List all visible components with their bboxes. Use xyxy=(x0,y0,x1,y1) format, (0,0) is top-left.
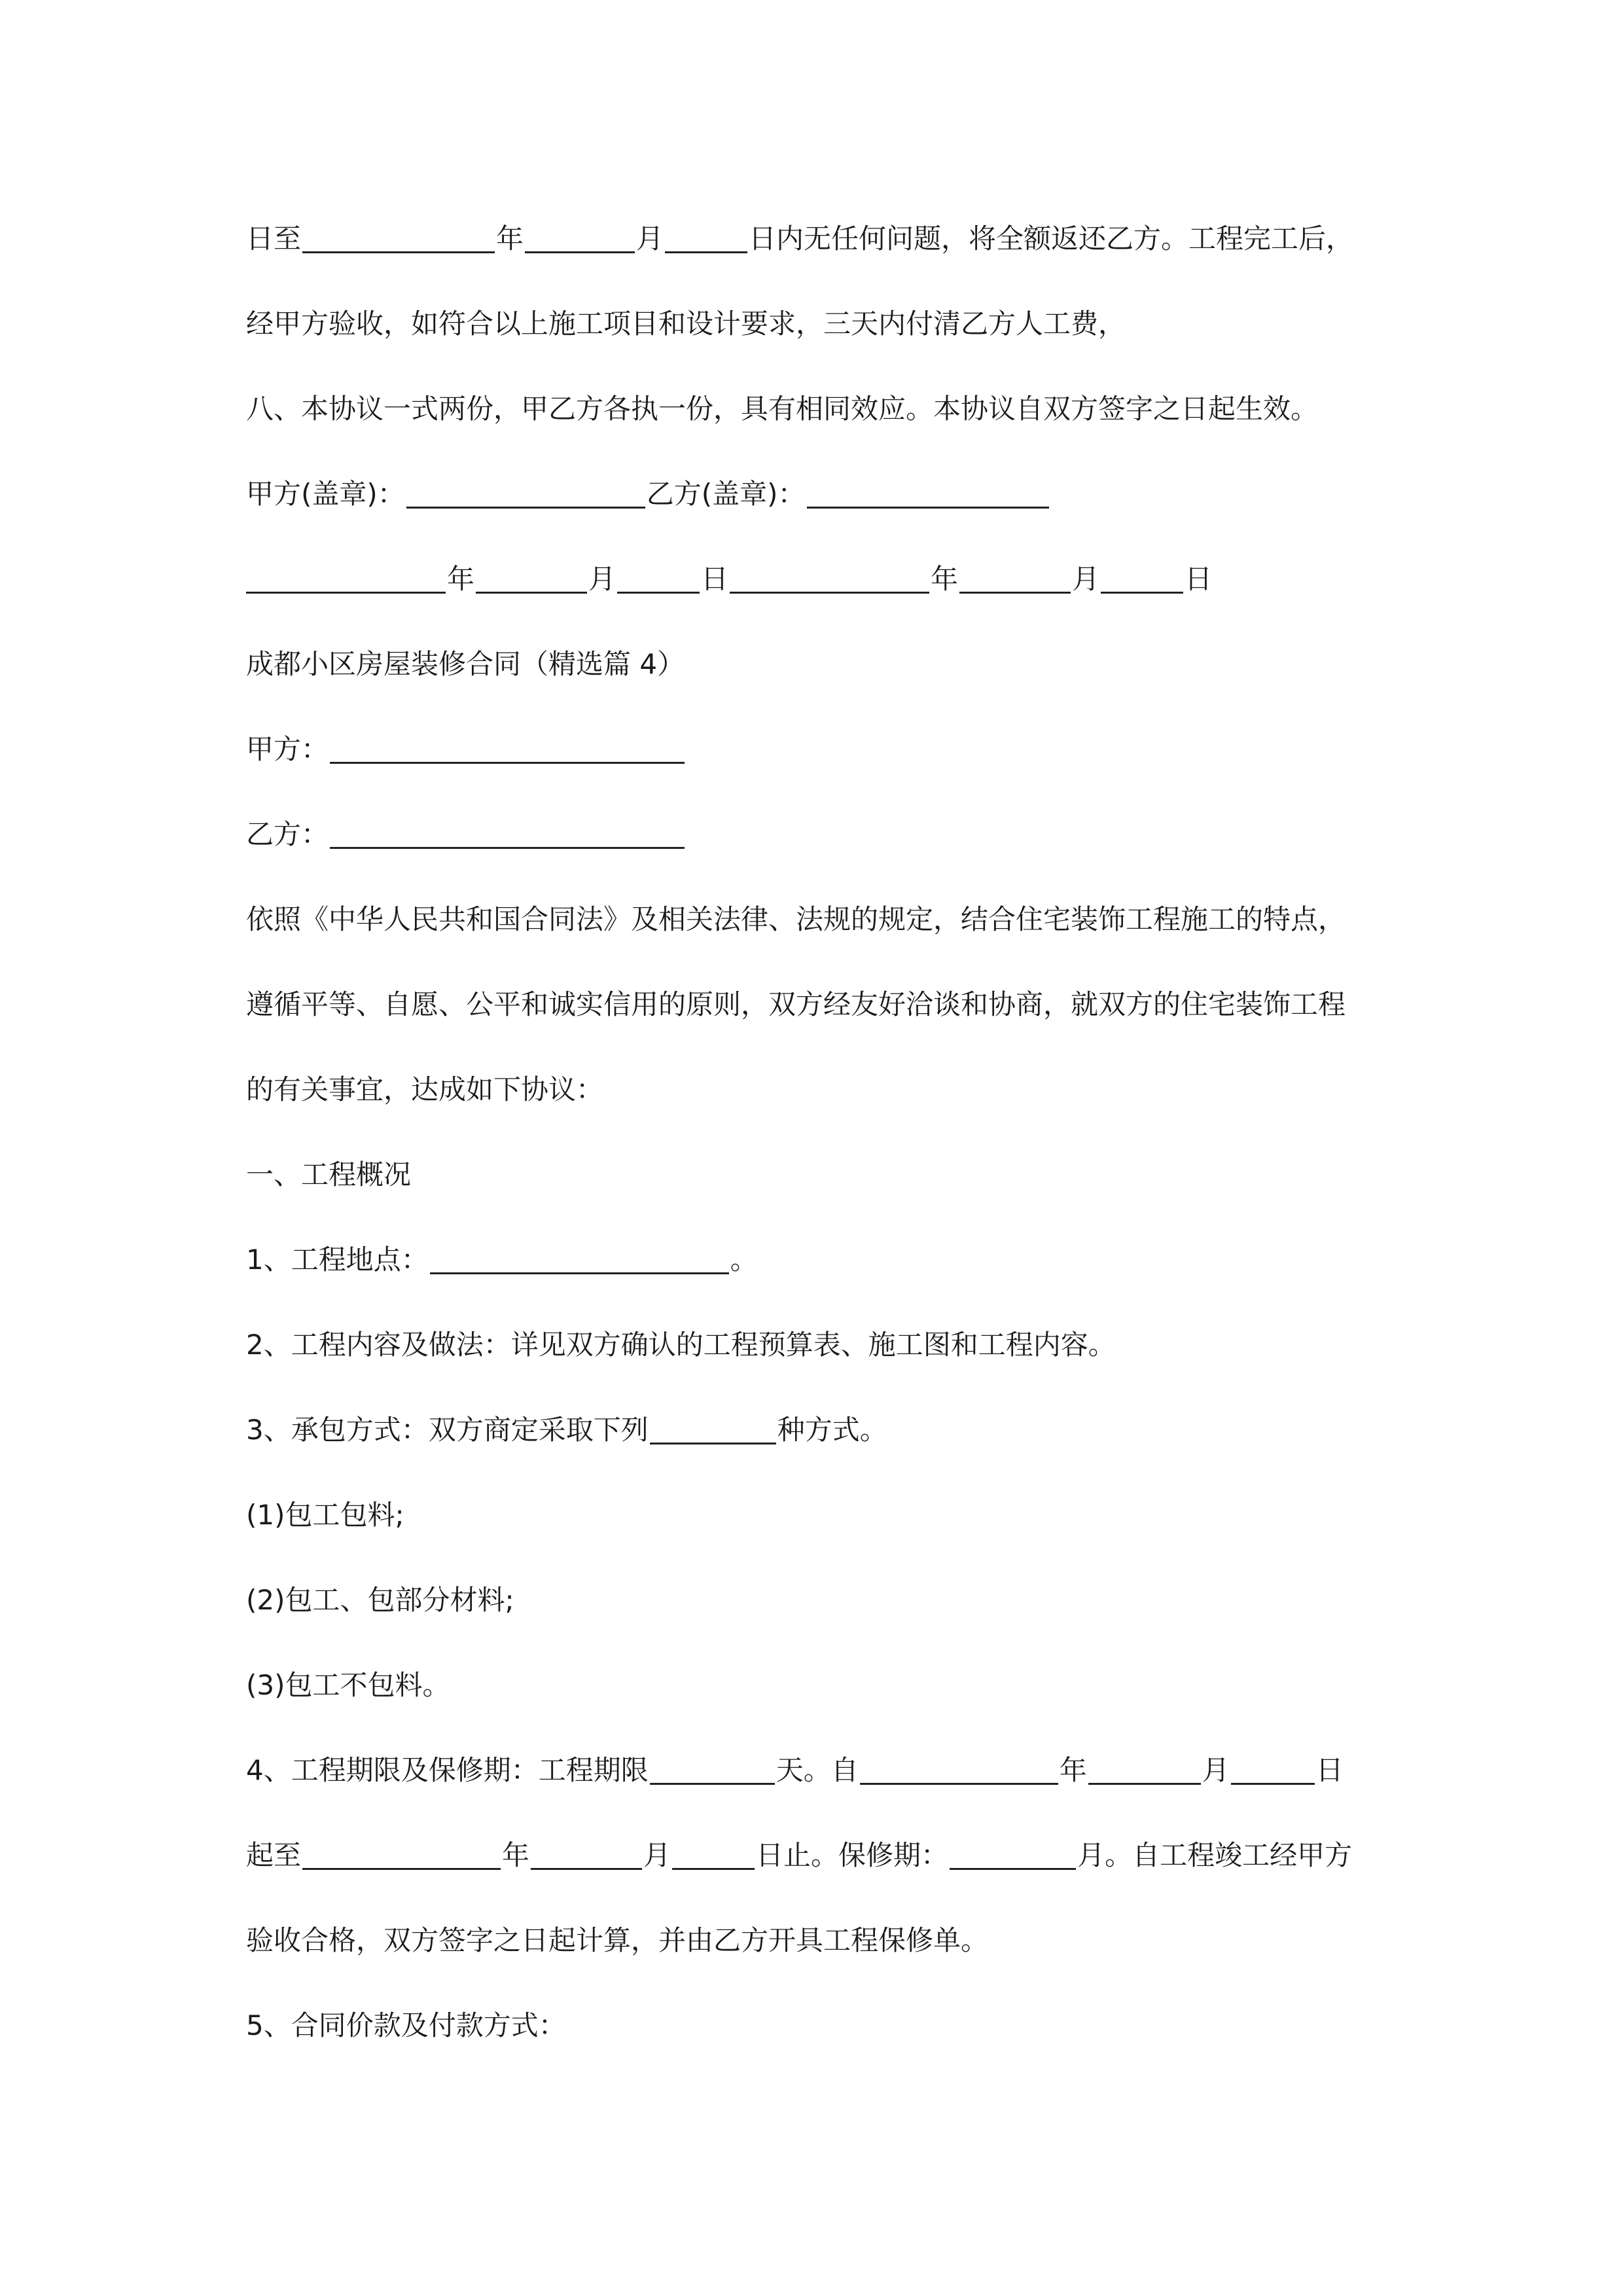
blank-field xyxy=(1231,1754,1315,1785)
blank-field xyxy=(330,733,685,764)
blank-field xyxy=(650,1754,775,1785)
text: 日 xyxy=(701,563,729,595)
text: 日内无任何问题，将全额返还乙方。工程完工后， xyxy=(749,223,1354,255)
text: 2、工程内容及做法：详见双方确认的工程预算表、施工图和工程内容。 xyxy=(246,1329,1116,1361)
text: 月。自工程竣工经甲方 xyxy=(1077,1839,1353,1871)
text: 起至 xyxy=(246,1839,302,1871)
text: 依照《中华人民共和国合同法》及相关法律、法规的规定，结合住宅装饰工程施工的特点， xyxy=(246,903,1346,935)
text: 月 xyxy=(636,223,664,255)
blank-field xyxy=(246,563,446,594)
text: 5、合同价款及付款方式： xyxy=(246,2009,566,2041)
blank-field xyxy=(302,223,495,253)
blank-field xyxy=(665,223,747,253)
blank-field xyxy=(1088,1754,1201,1785)
section-title xyxy=(246,645,685,684)
text-line xyxy=(246,2006,566,2045)
text-line xyxy=(246,1496,404,1535)
text: 年 xyxy=(447,563,475,595)
blank-field xyxy=(860,1754,1058,1785)
signature-line xyxy=(246,475,1050,514)
text: 日 xyxy=(1185,563,1213,595)
text-line xyxy=(246,1921,988,1960)
party-b-label: 乙方： xyxy=(246,818,329,850)
text: (2)包工、包部分材料; xyxy=(246,1584,514,1616)
text-line xyxy=(246,1836,1352,1875)
text: 4、工程期限及保修期：工程期限 xyxy=(246,1754,649,1786)
blank-field xyxy=(959,563,1071,594)
text: 年 xyxy=(496,223,524,255)
text-line xyxy=(246,900,1346,939)
date-line xyxy=(246,560,1212,599)
text: 遵循平等、自愿、公平和诚实信用的原则，双方经友好洽谈和协商，就双方的住宅装饰工程 xyxy=(246,988,1346,1020)
text: 月 xyxy=(1202,1754,1230,1786)
text-line xyxy=(246,304,1126,344)
blank-field xyxy=(807,478,1049,509)
text: 月 xyxy=(1072,563,1100,595)
text: 月 xyxy=(588,563,616,595)
text: 天。自 xyxy=(776,1754,859,1786)
blank-field xyxy=(650,1414,776,1444)
party-a-seal-label: 甲方(盖章)： xyxy=(246,478,405,510)
blank-field xyxy=(617,563,700,594)
text-line xyxy=(246,1155,411,1194)
text: 年 xyxy=(1059,1754,1087,1786)
text: 。 xyxy=(730,1244,758,1276)
party-a-label: 甲方： xyxy=(246,733,329,765)
blank-field xyxy=(531,1839,642,1870)
blank-field xyxy=(430,1244,729,1274)
text-line xyxy=(246,389,1318,429)
text: 成都小区房屋装修合同（精选篇 4） xyxy=(246,648,685,680)
text: 一、工程概况 xyxy=(246,1158,412,1191)
blank-field xyxy=(525,223,635,253)
text-line xyxy=(246,1070,603,1109)
text: 年 xyxy=(502,1839,530,1871)
text: 日 xyxy=(1315,1754,1344,1786)
blank-field xyxy=(672,1839,755,1870)
blank-field xyxy=(730,563,929,594)
blank-field xyxy=(406,478,645,509)
text-line xyxy=(246,1751,1344,1790)
text-line xyxy=(246,1581,514,1620)
blank-field xyxy=(302,1839,501,1870)
text-line xyxy=(246,219,1353,259)
text: 月 xyxy=(643,1839,671,1871)
text: 八、本协议一式两份，甲乙方各执一份，具有相同效应。本协议自双方签字之日起生效。 xyxy=(246,393,1319,425)
text-line xyxy=(246,730,686,769)
text: (3)包工不包料。 xyxy=(246,1669,450,1701)
text-line xyxy=(246,815,686,854)
blank-field xyxy=(476,563,587,594)
text-line xyxy=(246,1325,1116,1365)
blank-field xyxy=(330,818,685,849)
text: 种方式。 xyxy=(777,1414,887,1446)
text-line xyxy=(246,1666,450,1705)
text: 的有关事宜，达成如下协议： xyxy=(246,1073,604,1105)
blank-field xyxy=(950,1839,1076,1870)
text: 日止。保修期： xyxy=(756,1839,949,1871)
text: 日至 xyxy=(246,223,302,255)
blank-field xyxy=(1101,563,1183,594)
party-b-seal-label: 乙方(盖章)： xyxy=(646,478,806,510)
text-line xyxy=(246,1410,887,1450)
text: 3、承包方式：双方商定采取下列 xyxy=(246,1414,649,1446)
text-line xyxy=(246,1240,758,1280)
text: 经甲方验收，如符合以上施工项目和设计要求，三天内付清乙方人工费， xyxy=(246,308,1126,340)
text: (1)包工包料; xyxy=(246,1499,404,1531)
text: 1、工程地点： xyxy=(246,1244,429,1276)
text: 验收合格，双方签字之日起计算，并由乙方开具工程保修单。 xyxy=(246,1924,989,1956)
text: 年 xyxy=(931,563,959,595)
text-line xyxy=(246,985,1346,1024)
